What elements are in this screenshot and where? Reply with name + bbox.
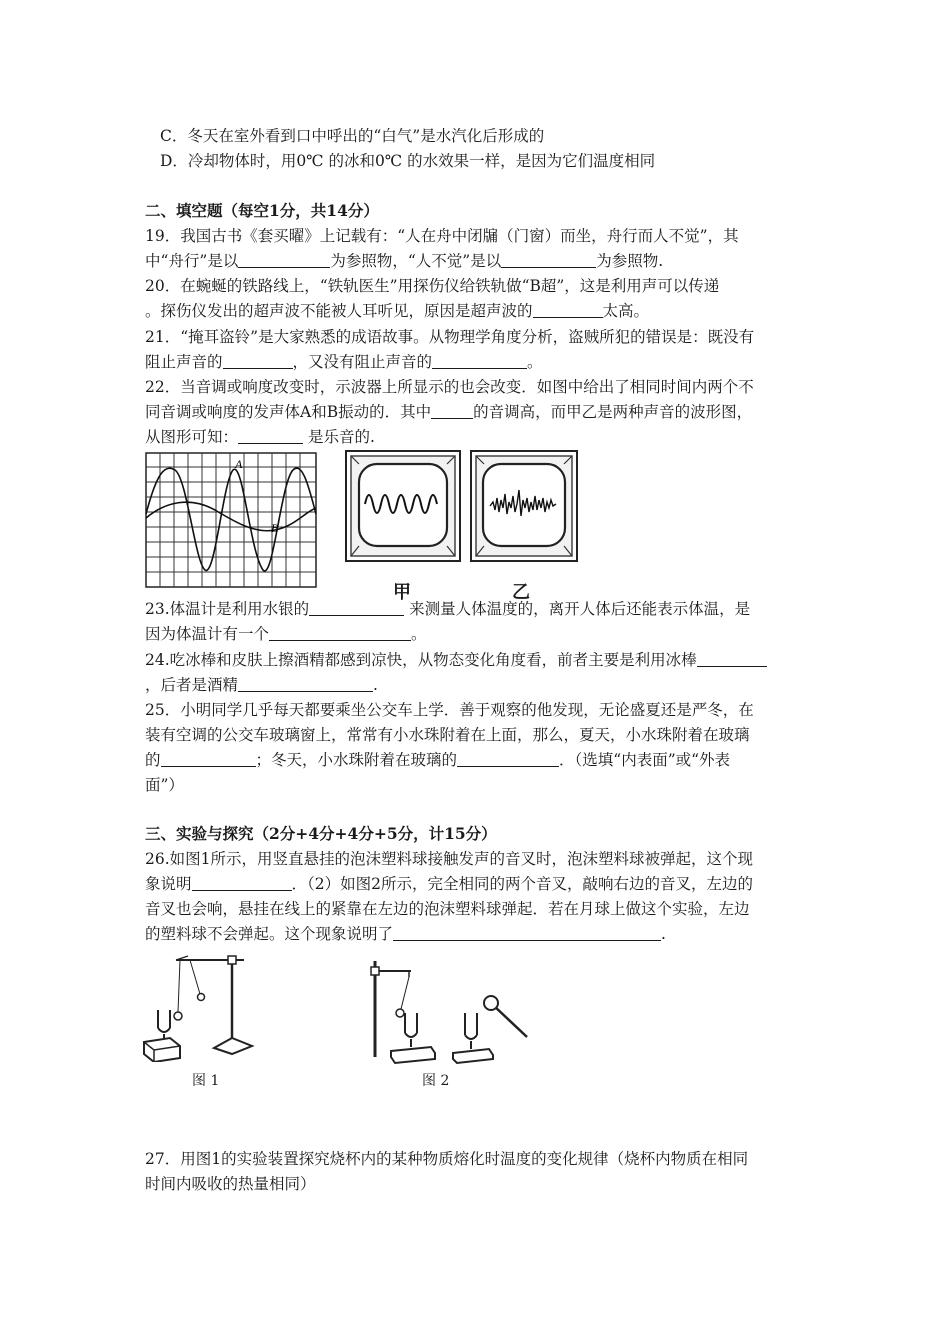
q20-blank[interactable]: [533, 302, 603, 318]
q24-line1: 24.吃冰棒和皮肤上擦酒精都感到凉快，从物态变化角度看，前者主要是利用冰棒: [145, 649, 767, 671]
q25-line4: 面”）: [145, 776, 184, 794]
q23-line1: 23.体温计是利用水银的 来测量人体温度的，离开人体后还能表示体温，是: [145, 600, 751, 618]
figure1-label: 图 1: [192, 1073, 220, 1089]
q20-line2: 。探伤仪发出的超声波不能被人耳听见，原因是超声波的 太高。: [145, 302, 650, 320]
q23-line2: 因为体温计有一个 。: [145, 625, 427, 643]
q22-blank-2[interactable]: [238, 428, 303, 444]
option-d: D．冷却物体时，用0℃ 的冰和0℃ 的水效果一样，是因为它们温度相同: [160, 152, 656, 170]
q21-line2: 阻止声音的 ，又没有阻止声音的 。: [145, 353, 543, 371]
q22-line1: 22．当音调或响度改变时，示波器上所显示的也会改变．如图中给出了相同时间内两个不: [145, 378, 754, 396]
q24-blank-1[interactable]: [697, 651, 767, 667]
section3-heading: 三、实验与探究（2分+4分+4分+5分，计15分）: [145, 824, 497, 843]
q22-blank-1[interactable]: [431, 403, 473, 419]
q26-blank-1[interactable]: [192, 875, 292, 891]
q19-blank-1[interactable]: [238, 252, 330, 268]
q22-line3: 从图形可知： 是乐音的.: [145, 428, 375, 446]
q23-blank-2[interactable]: [269, 625, 411, 641]
q23-blank-1[interactable]: [309, 600, 404, 616]
q27-line2: 时间内吸收的热量相同）: [145, 1175, 316, 1193]
wave-label-b: B: [271, 521, 279, 535]
q22-line2: 同音调或响度的发声体A和B振动的．其中 的音调高，而甲乙是两种声音的波形图，: [145, 403, 753, 421]
wave-label-a: A: [235, 457, 243, 471]
q21-blank-2[interactable]: [432, 353, 527, 369]
two-tuning-forks-icon: [365, 955, 540, 1067]
q25-line3: 的 ；冬天，小水珠附着在玻璃的 ．（选填“内表面”或“外表: [145, 751, 731, 769]
section2-heading: 二、填空题（每空1分，共14分）: [145, 201, 379, 220]
q25-line1: 25．小明同学几乎每天都要乘坐公交车上学．善于观察的他发现，无论盛夏还是严冬，在: [145, 701, 754, 719]
q19-line1: 19．我国古书《套买曜》上记载有：“人在舟中闭牖（门窗）而坐，舟行而人不觉”，其: [145, 227, 739, 245]
label-yi: 乙: [512, 582, 530, 603]
q26-line4: 的塑料球不会弹起。这个现象说明了 .: [145, 925, 666, 943]
q25-blank-2[interactable]: [457, 751, 559, 767]
option-c: C．冬天在室外看到口中呼出的“白气”是水汽化后形成的: [160, 127, 545, 145]
q24-blank-2[interactable]: [238, 676, 373, 692]
q27-line1: 27．用图1的实验装置探究烧杯内的某种物质熔化时温度的变化规律（烧杯内物质在相同: [145, 1150, 749, 1168]
q21-line1: 21．“掩耳盗铃”是大家熟悉的成语故事。从物理学角度分析，盗贼所犯的错误是：既没有: [145, 328, 755, 346]
q26-line1: 26.如图1所示，用竖直悬挂的泡沫塑料球接触发声的音叉时，泡沫塑料球被弹起，这个现: [145, 850, 754, 868]
oscilloscope-jia-icon: [345, 450, 461, 562]
q25-line2: 装有空调的公交车玻璃窗上，常常有小水珠附着在上面，那么，夏天，小水珠附着在玻璃: [145, 726, 750, 744]
waveform-grid-figure: [145, 452, 317, 588]
q21-blank-1[interactable]: [223, 353, 293, 369]
q20-line1: 20．在蜿蜒的铁路线上，“铁轨医生”用探伤仪给铁轨做“B超”，这是利用声可以传递: [145, 277, 720, 295]
q19-blank-2[interactable]: [501, 252, 596, 268]
q26-line2: 象说明 ．（2）如图2所示，完全相同的两个音叉，敲响右边的音叉，左边的: [145, 875, 753, 893]
q24-line2: ，后者是酒精 .: [145, 676, 378, 694]
oscilloscope-yi-icon: [470, 450, 578, 562]
q19-line2: 中“舟行”是以 为参照物，“人不觉”是以 为参照物.: [145, 252, 664, 270]
q26-blank-2[interactable]: [393, 925, 661, 941]
label-jia: 甲: [393, 582, 411, 603]
q25-blank-1[interactable]: [161, 751, 256, 767]
q26-line3: 音叉也会响，悬挂在线上的紧靠在左边的泡沫塑料球弹起．若在月球上做这个实验，左边: [145, 900, 750, 918]
tuning-fork-pendulum-icon: [140, 950, 270, 1062]
figure2-label: 图 2: [422, 1073, 450, 1089]
